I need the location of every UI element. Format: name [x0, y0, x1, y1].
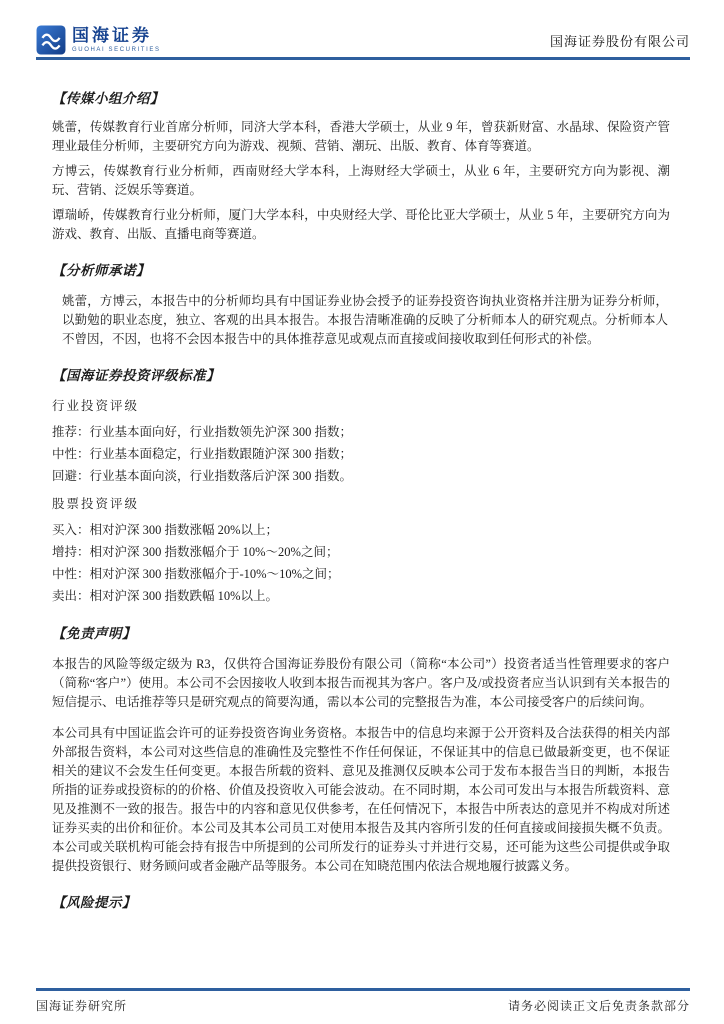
section-title-disclaimer: 【免责声明】 — [52, 626, 136, 641]
stock-rating-neutral: 中性：相对沪深 300 指数涨幅介于-10%～10%之间； — [52, 567, 340, 581]
footer-research-institute: 国海证券研究所 — [36, 999, 128, 1013]
footer-divider — [36, 988, 690, 991]
logo — [36, 25, 161, 55]
logo-text — [72, 27, 161, 53]
industry-rating-subtitle: 行业投资评级 — [52, 399, 140, 413]
industry-rating-recommend: 推荐：行业基本面向好，行业指数领先沪深 300 指数； — [52, 425, 353, 439]
industry-rating-neutral: 中性：行业基本面稳定，行业指数跟随沪深 300 指数； — [52, 447, 353, 461]
industry-rating-avoid: 回避：行业基本面向淡，行业指数落后沪深 300 指数。 — [52, 469, 353, 483]
analyst-commitment-text: 姚蕾，方博云，本报告中的分析师均具有中国证券业协会授予的证券投资咨询执业资格并注册为证券分析师，以勤勉的职业态度，独立、客观的出具本报告。本报告清晰准确的反映了分析师本人的研究观点。分析师本人不曾因，不因，也将不会因本报告中的具体推荐意见或观点而直接或间接收取到任何形式的补偿。 — [62, 294, 668, 346]
logo-company-name-en: GUOHAI SECURITIES — [72, 47, 161, 53]
guohai-logo-icon — [36, 25, 66, 55]
disclaimer-paragraph-1: 本报告的风险等级定级为 R3，仅供符合国海证券股份有限公司（简称“本公司”）投资者适当性管理要求的客户（简称“客户”）使用。本公司不会因接收人收到本报告而视其为客户。客户及/或投资者应当认识到有关本报告的短信提示、电话推荐等只是研究观点的简要沟通，需以本公司的完整报告为准，本公司接受客户的后续问询。 — [52, 657, 670, 709]
page-footer — [36, 997, 690, 1014]
stock-rating-subtitle: 股票投资评级 — [52, 497, 140, 511]
section-title-rating-standard: 【国海证券投资评级标准】 — [52, 368, 220, 383]
section-title-analyst-commitment: 【分析师承诺】 — [52, 263, 150, 278]
logo-company-name: 国海证券 — [72, 26, 152, 45]
disclaimer-paragraph-2: 本公司具有中国证监会许可的证券投资咨询业务资格。本报告中的信息均来源于公开资料及合法获得的相关内部外部报告资料，本公司对这些信息的准确性及完整性不作任何保证，不保证其中的信息已做最新变更，也不保证相关的建议不会发生任何变更。本报告所载的资料、意见及推测仅反映本公司于发布本报告当日的判断，本报告所指的证券或投资标的的价格、价值及投资收入可能会波动。在不同时期，本公司可发出与本报告所载资料、意见及推测不一致的报告。报告中的内容和意见仅供参考，在任何情况下，本报告中所表达的意见并不构成对所述证券买卖的出价和征价。本公司及其本公司员工对使用本报告及其内容所引发的任何直接或间接损失概不负责。本公司或关联机构可能会持有报告中所提到的公司所发行的证券头寸并进行交易，还可能为这些公司提供或争取提供投资银行、财务顾问或者金融产品等服务。本公司在知晓范围内依法合规地履行披露义务。 — [52, 726, 670, 873]
header-company-fullname: 国海证券股份有限公司 — [549, 33, 690, 49]
report-content — [52, 84, 670, 984]
section-title-team-intro: 【传媒小组介绍】 — [52, 91, 164, 106]
stock-rating-buy: 买入：相对沪深 300 指数涨幅 20%以上； — [52, 523, 279, 537]
page-header — [36, 24, 690, 56]
industry-rating-list — [52, 421, 670, 487]
section-title-risk-warning: 【风险提示】 — [52, 895, 136, 910]
stock-rating-list — [52, 519, 670, 607]
analyst-bio-tanruiqiao: 谭瑞峤，传媒教育行业分析师，厦门大学本科，中央财经大学、哥伦比亚大学硕士，从业 5 年，主要研究方向为游戏、教育、出版、直播电商等赛道。 — [52, 208, 670, 241]
stock-rating-sell: 卖出：相对沪深 300 指数跌幅 10%以上。 — [52, 589, 279, 603]
header-divider — [36, 57, 690, 60]
analyst-bio-fangboyun: 方博云，传媒教育行业分析师，西南财经大学本科，上海财经大学硕士，从业 6 年，主要研究方向为影视、潮玩、营销、泛娱乐等赛道。 — [52, 164, 670, 197]
stock-rating-overweight: 增持：相对沪深 300 指数涨幅介于 10%～20%之间； — [52, 545, 339, 559]
footer-disclaimer-notice: 请务必阅读正文后免责条款部分 — [507, 999, 690, 1013]
analyst-bio-yaolei: 姚蕾，传媒教育行业首席分析师，同济大学本科，香港大学硕士，从业 9 年，曾获新财富、水晶球、保险资产管理业最佳分析师，主要研究方向为游戏、视频、营销、潮玩、出版、教育、体育等赛道。 — [52, 120, 670, 153]
